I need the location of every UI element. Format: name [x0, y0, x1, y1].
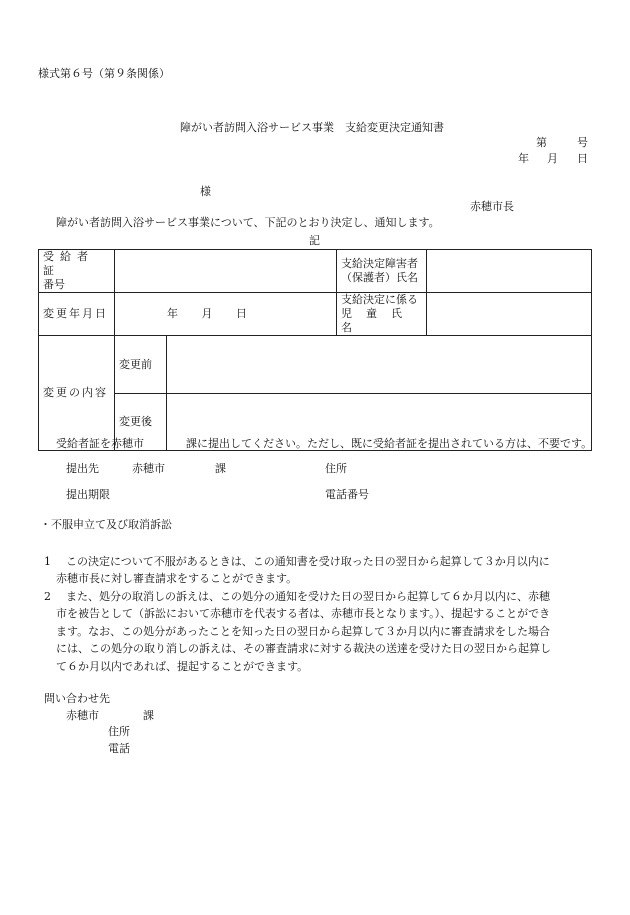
form-number: 様式第６号（第９条関係） [38, 67, 170, 80]
doc-number-prefix: 第 [536, 136, 547, 149]
note-1-line-2: 赤穂市長に対し審査請求をすることができます。 [56, 572, 298, 585]
after-label: 変更後 [115, 394, 167, 451]
child-name-label: 支給決定に係る 児童氏名 [337, 293, 427, 336]
contact-ka: 課 [143, 709, 154, 722]
note-2-line-4: には、この処分の取り消しの訴えは、その審査請求に対する裁決の送達を受けた日の翌日から起算し [56, 642, 551, 655]
note-2-line-1: また、処分の取消しの訴えは、この処分の通知を受けた日の翌日から起算して６か月以内に、赤穂 [66, 590, 550, 603]
before-label: 変更前 [115, 336, 167, 394]
addressee-suffix: 様 [200, 185, 211, 198]
issuer: 赤穂市長 [470, 200, 514, 213]
cert-number-label: 受給者証 番号 [39, 250, 115, 293]
document-title: 障がい者訪問入浴サービス事業 支給変更決定通知書 [180, 121, 444, 134]
change-date-value[interactable]: 年 月 日 [115, 293, 337, 336]
change-date-label: 変更年月日 [39, 293, 115, 336]
doc-number-suffix: 号 [577, 136, 588, 149]
cert-number-value[interactable] [115, 250, 337, 293]
note-2-line-3: ます。なお、この処分があったことを知った日の翌日から起算して３か月以内に審査請求をした場合 [56, 625, 551, 638]
date-day: 日 [577, 152, 588, 165]
ki-label: 記 [309, 234, 320, 247]
submit-instruction-pre: 受給者証を赤穂市 [56, 437, 144, 450]
note-2-line-2: 市を被告として（訴訟において赤穂市を代表する者は、赤穂市長となります。）、提起することができ [56, 607, 551, 620]
contact-heading: 問い合わせ先 [44, 692, 110, 705]
contact-address: 住所 [108, 725, 130, 738]
change-table [38, 249, 592, 451]
cert-number-label-2: 番号 [43, 278, 65, 291]
before-value[interactable] [167, 336, 592, 394]
note-1-number: 1 [44, 555, 51, 568]
note-1-line-1: この決定について不服があるときは、この通知書を受け取った日の翌日から起算して３か月以内に [66, 555, 550, 568]
intro-text: 障がい者訪問入浴サービス事業について、下記のとおり決定し、通知します。 [56, 216, 440, 229]
note-2-line-5: て６か月以内であれば、提起することができます。 [56, 660, 309, 673]
submit-deadline-label: 提出期限 [66, 488, 110, 501]
date-year: 年 [518, 152, 529, 165]
date-month: 月 [547, 152, 558, 165]
contact-phone: 電話 [108, 742, 130, 755]
submit-address-label: 住所 [325, 462, 347, 475]
submit-dest-ka: 課 [215, 462, 226, 475]
applicant-name-value[interactable] [427, 250, 592, 293]
submit-dest-city: 赤穂市 [132, 462, 165, 475]
applicant-name-label: 支給決定障害者 （保護者）氏名 [337, 250, 427, 293]
submit-phone-label: 電話番号 [325, 488, 369, 501]
change-content-label: 変更の内容 [39, 336, 115, 451]
submit-dest-label: 提出先 [66, 462, 99, 475]
note-2-number: 2 [44, 590, 51, 603]
submit-instruction-post: 課に提出してください。ただし、既に受給者証を提出されている方は、不要です。 [186, 437, 593, 450]
contact-city: 赤穂市 [66, 709, 99, 722]
appeal-heading: ・不服申立て及び取消訴訟 [40, 518, 172, 531]
child-name-value[interactable] [427, 293, 592, 336]
